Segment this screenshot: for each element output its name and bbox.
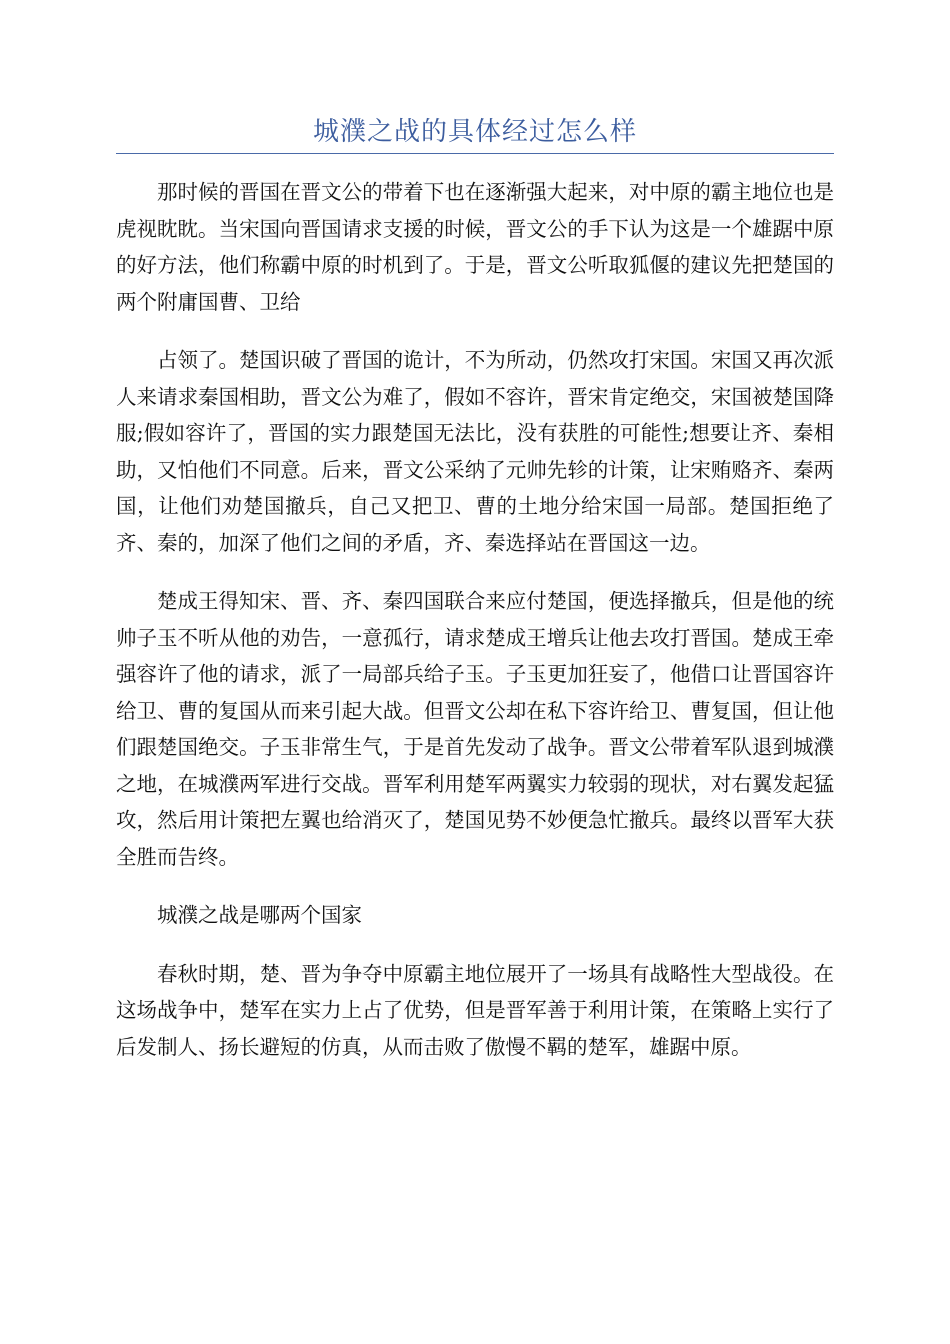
paragraph-2: 占领了。楚国识破了晋国的诡计，不为所动，仍然攻打宋国。宋国又再次派人来请求秦国相助，晋文公为难了，假如不容许，晋宋肯定绝交，宋国被楚国降服;假如容许了，晋国的实力跟楚国无法比，没有获胜的可能性;想要让齐、秦相助，又怕他们不同意。后来，晋文公采纳了元帅先轸的计策，让宋贿赂齐、秦两国，让他们劝楚国撤兵，自己又把卫、曹的土地分给宋国一局部。楚国拒绝了齐、秦的，加深了他们之间的矛盾，齐、秦选择站在晋国这一边。 [116, 348, 834, 555]
paragraph-4: 春秋时期，楚、晋为争夺中原霸主地位展开了一场具有战略性大型战役。在这场战争中，楚军在实力上占了优势，但是晋军善于利用计策，在策略上实行了后发制人、扬长避短的仿真，从而击败了傲慢不羁的楚军，雄踞中原。 [116, 961, 834, 1059]
section-heading: 城濮之战是哪两个国家 [157, 903, 362, 927]
document-body [116, 174, 834, 1087]
document-title: 城濮之战的具体经过怎么样 [312, 117, 637, 147]
paragraph-1: 那时候的晋国在晋文公的带着下也在逐渐强大起来，对中原的霸主地位也是虎视眈眈。当宋国向晋国请求支援的时候，晋文公的手下认为这是一个雄踞中原的好方法，他们称霸中原的时机到了。于是，晋文公听取狐偃的建议先把楚国的两个附庸国曹、卫给 [116, 180, 834, 314]
paragraph-3: 楚成王得知宋、晋、齐、秦四国联合来应付楚国，便选择撤兵，但是他的统帅子玉不听从他的劝告，一意孤行，请求楚成王增兵让他去攻打晋国。楚成王牵强容许了他的请求，派了一局部兵给子玉。子玉更加狂妄了，他借口让晋国容许给卫、曹的复国从而来引起大战。但晋文公却在私下容许给卫、曹复国，但让他们跟楚国绝交。子玉非常生气，于是首先发动了战争。晋文公带着军队退到城濮之地，在城濮两军进行交战。晋军利用楚军两翼实力较弱的现状，对右翼发起猛攻，然后用计策把左翼也给消灭了，楚国见势不妙便急忙撤兵。最终以晋军大获全胜而告终。 [116, 589, 834, 869]
title-underline [116, 153, 834, 154]
